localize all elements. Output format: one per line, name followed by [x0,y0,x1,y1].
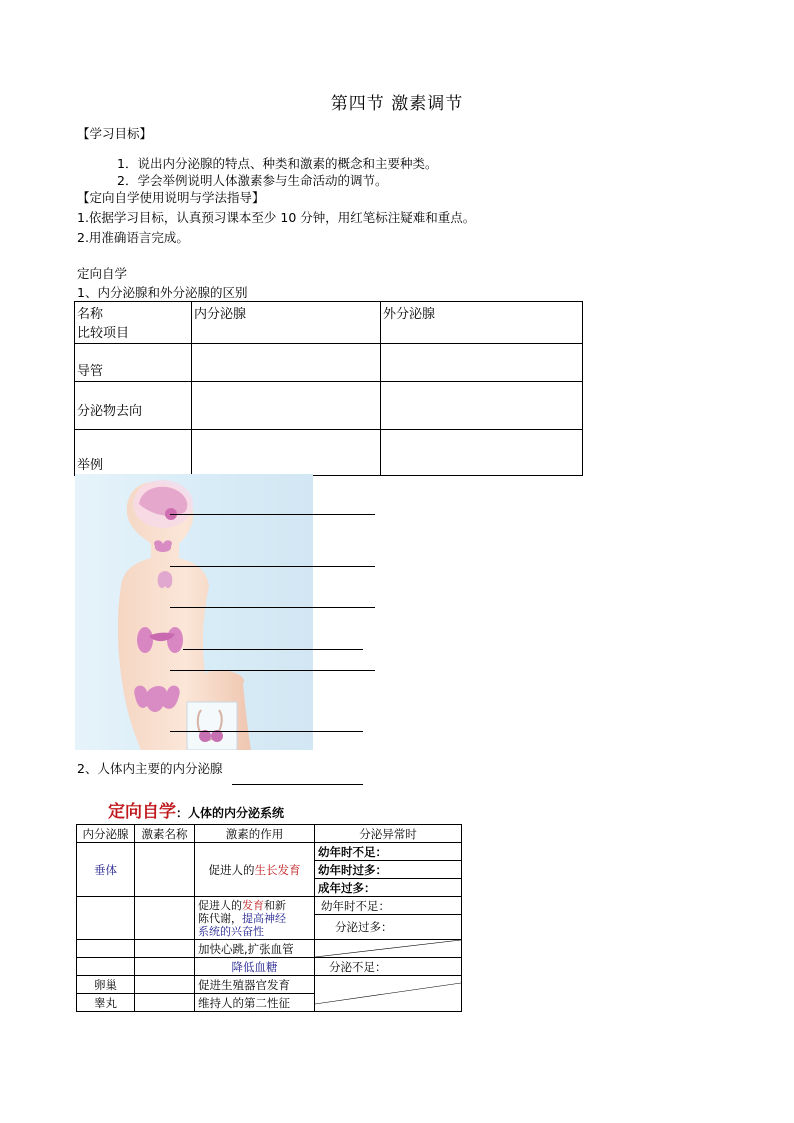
corner-top-label: 名称 [77,307,104,322]
objective-item-1: 1．说出内分泌腺的特点、种类和激素的概念和主要种类。 [117,156,438,171]
abnormal-thyroid-1[interactable]: 幼年时不足： [315,897,462,915]
effect-text: 促进人的 [198,898,242,912]
abnormal-growth-3[interactable]: 成年过多： [315,879,462,897]
effect-highlight: 系统的兴奋性 [198,924,264,938]
guide-item-1: 1.依据学习目标，认真预习课本至少 10 分钟，用红笔标注疑难和重点。 [77,210,476,225]
answer-cell[interactable] [192,344,381,382]
header-abnormal: 分泌异常时 [315,825,462,843]
effect-text: 陈代谢， [198,911,242,925]
blank-diagonal-cell [315,940,462,958]
answer-cell[interactable] [135,940,195,958]
effect-text: 和新 [264,898,286,912]
section-label: 定向自学 [77,266,128,281]
effect-adrenal: 加快心跳,扩张血管 [195,940,315,958]
label-line[interactable] [170,514,375,515]
answer-cell[interactable] [135,843,195,897]
answer-cell[interactable] [77,940,135,958]
abnormal-insulin[interactable]: 分泌不足： [315,958,462,976]
guide-item-2: 2.用准确语言完成。 [77,230,189,245]
row-label-secretion: 分泌物去向 [75,382,192,430]
answer-cell[interactable] [381,382,583,430]
answer-cell[interactable] [77,958,135,976]
question-2: 2、人体内主要的内分泌腺 [77,761,223,776]
page-title: 第四节 激素调节 [330,94,464,114]
answer-cell[interactable] [135,897,195,940]
abnormal-thyroid-2[interactable]: 分泌过多： [315,915,462,940]
effect-highlight: 生长发育 [254,862,301,877]
abnormal-growth-1[interactable]: 幼年时不足： [315,843,462,861]
gland-testis: 睾丸 [77,994,135,1012]
corner-cell [75,302,192,344]
objectives-heading: 【学习目标】 [77,126,153,141]
kidney-left-icon [137,627,153,653]
kidney-right-icon [167,627,183,653]
effect-text: 促进人的 [208,862,255,877]
gland-pituitary: 垂体 [77,843,135,897]
effect-pituitary [195,843,315,897]
answer-cell[interactable] [381,430,583,476]
effect-testis: 维持人的第二性征 [195,994,315,1012]
answer-cell[interactable] [135,976,195,994]
col-header-endocrine: 内分泌腺 [192,302,381,344]
label-line[interactable] [170,670,375,671]
answer-cell[interactable] [192,430,381,476]
body-illustration [75,474,313,750]
label-line[interactable] [170,731,363,732]
answer-cell[interactable] [135,994,195,1012]
guide-heading: 【定向自学使用说明与学法指导】 [77,190,265,205]
header-gland: 内分泌腺 [77,825,135,843]
abnormal-growth-2[interactable]: 幼年时过多： [315,861,462,879]
endocrine-heading [108,797,284,822]
answer-cell[interactable] [192,382,381,430]
header-hormone: 激素名称 [135,825,195,843]
endocrine-system-figure [75,474,313,750]
testis-inset [187,702,237,750]
gland-ovary: 卵巢 [77,976,135,994]
endocrine-heading-rest: ：人体的内分泌系统 [176,806,285,820]
endocrine-heading-red: 定向自学 [108,802,176,822]
answer-line[interactable] [232,784,363,785]
effect-highlight: 提高神经 [242,911,286,925]
answer-cell[interactable] [135,958,195,976]
effect-highlight: 发育 [242,898,264,912]
header-effect: 激素的作用 [195,825,315,843]
row-label-example: 举例 [75,430,192,476]
row-label-duct: 导管 [75,344,192,382]
blank-diagonal-cell [315,976,462,1012]
col-header-exocrine: 外分泌腺 [381,302,583,344]
thymus-icon [158,571,173,588]
answer-cell[interactable] [77,897,135,940]
effect-insulin: 降低血糖 [195,958,315,976]
compare-table [74,301,583,476]
answer-cell[interactable] [381,344,583,382]
corner-bottom-label: 比较项目 [77,326,130,341]
objective-item-2: 2．学会举例说明人体激素参与生命活动的调节。 [117,173,388,188]
question-1: 1、内分泌腺和外分泌腺的区别 [77,285,248,300]
label-line[interactable] [183,649,363,650]
effect-thyroid [195,897,315,940]
label-line[interactable] [170,566,375,567]
endocrine-table [76,824,462,1012]
label-line[interactable] [170,607,375,608]
effect-ovary: 促进生殖器官发育 [195,976,315,994]
